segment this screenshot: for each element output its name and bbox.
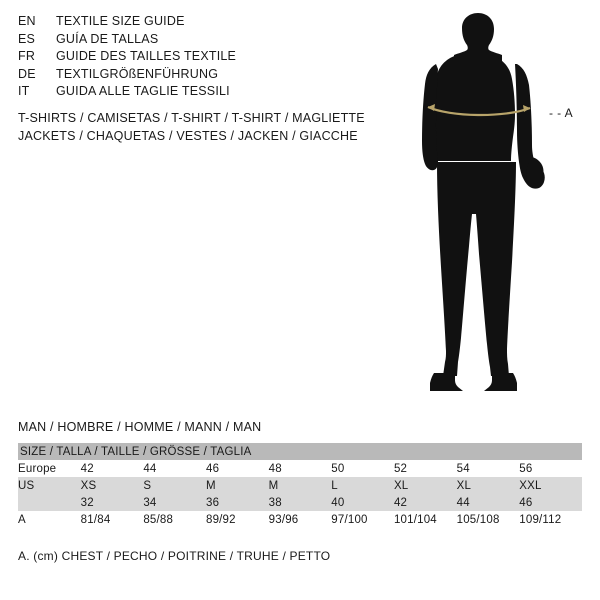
language-title: TEXTILE SIZE GUIDE	[56, 14, 185, 28]
language-title: GUÍA DE TALLAS	[56, 31, 159, 46]
table-row	[18, 477, 582, 494]
language-title: TEXTILGRÖßENFÜHRUNG	[56, 66, 219, 81]
table-cell: XL	[457, 477, 520, 494]
language-header-block	[18, 14, 348, 102]
table-cell: 42	[81, 460, 144, 477]
chest-measure-label: - - A	[549, 106, 574, 120]
table-cell: XL	[394, 477, 457, 494]
table-cell: 89/92	[206, 511, 269, 528]
size-table-wrapper	[18, 443, 582, 528]
row-label: A	[18, 511, 81, 528]
language-title: GUIDA ALLE TAGLIE TESSILI	[56, 84, 230, 98]
table-row	[18, 460, 582, 477]
language-code: IT	[18, 84, 30, 98]
table-cell: 50	[331, 460, 394, 477]
table-cell: 93/96	[269, 511, 332, 528]
language-row	[18, 32, 348, 50]
table-cell: 54	[457, 460, 520, 477]
language-code: FR	[18, 49, 36, 63]
table-cell: 42	[394, 494, 457, 511]
table-section-title: MAN / HOMBRE / HOMME / MANN / MAN	[18, 420, 262, 434]
language-code: ES	[18, 31, 36, 46]
table-cell: 46	[206, 460, 269, 477]
table-cell: L	[331, 477, 394, 494]
language-row	[18, 49, 348, 67]
size-table	[18, 443, 582, 528]
table-cell: 46	[519, 494, 582, 511]
table-row	[18, 511, 582, 528]
table-cell: M	[269, 477, 332, 494]
table-header-row	[18, 443, 582, 460]
table-cell: 44	[143, 460, 206, 477]
table-cell: XS	[81, 477, 144, 494]
table-cell: 34	[143, 494, 206, 511]
table-cell: 85/88	[143, 511, 206, 528]
language-code: EN	[18, 14, 36, 28]
table-cell: S	[143, 477, 206, 494]
table-cell: 56	[519, 460, 582, 477]
language-row	[18, 84, 348, 102]
table-cell: 97/100	[331, 511, 394, 528]
table-cell: 52	[394, 460, 457, 477]
table-cell: 44	[457, 494, 520, 511]
table-footnote: A. (cm) CHEST / PECHO / POITRINE / TRUHE / PETTO	[18, 549, 331, 563]
table-cell: 36	[206, 494, 269, 511]
language-row	[18, 67, 348, 85]
table-header-label: SIZE / TALLA / TAILLE / GRÖSSE / TAGLIA	[18, 443, 582, 460]
row-label: Europe	[18, 460, 81, 477]
table-cell: 81/84	[81, 511, 144, 528]
table-cell: 48	[269, 460, 332, 477]
language-title: GUIDE DES TAILLES TEXTILE	[56, 49, 237, 63]
table-cell: 105/108	[457, 511, 520, 528]
table-cell: 109/112	[519, 511, 582, 528]
table-cell: M	[206, 477, 269, 494]
row-label: US	[18, 477, 81, 494]
table-row	[18, 494, 582, 511]
table-cell: 101/104	[394, 511, 457, 528]
language-code: DE	[18, 66, 36, 81]
male-silhouette-figure	[400, 12, 585, 397]
language-row	[18, 14, 348, 32]
category-line-jackets: JACKETS / CHAQUETAS / VESTES / JACKEN / GIACCHE	[18, 128, 358, 143]
table-cell: XXL	[519, 477, 582, 494]
row-label	[18, 494, 81, 511]
table-cell: 32	[81, 494, 144, 511]
category-block	[18, 111, 365, 146]
category-line-tshirts: T-SHIRTS / CAMISETAS / T-SHIRT / T-SHIRT / MAGLIETTE	[18, 111, 365, 125]
table-cell: 40	[331, 494, 394, 511]
table-cell: 38	[269, 494, 332, 511]
